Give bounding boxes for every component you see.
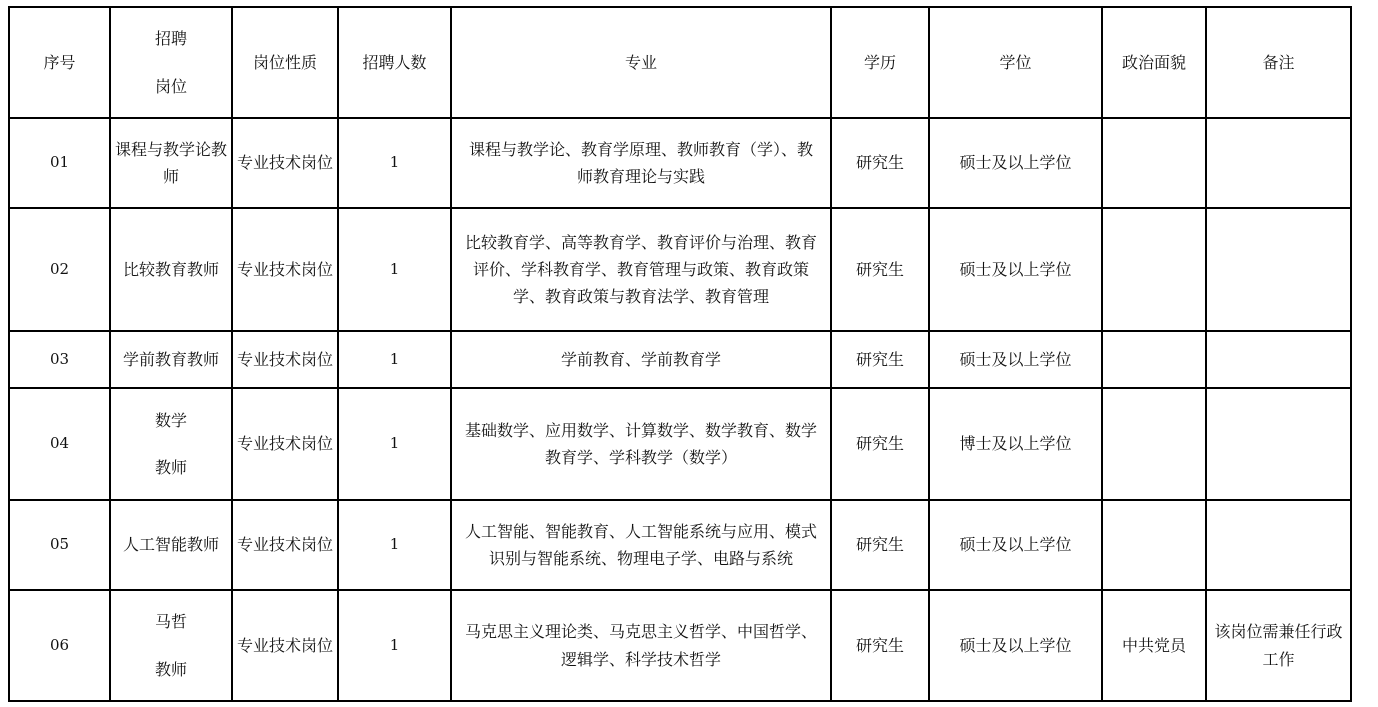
recruitment-table <box>8 6 1352 702</box>
cell-nature: 专业技术岗位 <box>232 331 338 388</box>
cell-post-line-1: 马哲 <box>154 612 187 632</box>
cell-post-line-2: 师 <box>162 167 179 186</box>
cell-remarks <box>1206 590 1351 701</box>
header-nature: 岗位性质 <box>232 7 338 118</box>
cell-seq: 03 <box>9 331 110 388</box>
cell-major-line-1: 比较教育学、高等教育学、教育评价与治理、教育 <box>464 232 817 252</box>
cell-remarks-line-1: 该岗位需兼任行政 <box>1214 622 1343 642</box>
cell-nature: 专业技术岗位 <box>232 118 338 208</box>
cell-remarks <box>1206 208 1351 331</box>
cell-major-line-1: 马克思主义理论类、马克思主义哲学、中国哲学、 <box>464 622 817 642</box>
cell-education: 研究生 <box>831 118 929 208</box>
cell-major <box>451 500 831 590</box>
table-row <box>9 500 1351 590</box>
table-row <box>9 208 1351 331</box>
cell-major-line-2: 识别与智能系统、物理电子学、电路与系统 <box>488 549 793 568</box>
cell-education: 研究生 <box>831 590 929 701</box>
cell-post-line-2: 教师 <box>154 659 187 679</box>
cell-nature: 专业技术岗位 <box>232 388 338 500</box>
cell-education: 研究生 <box>831 331 929 388</box>
header-remarks: 备注 <box>1206 7 1351 118</box>
cell-education: 研究生 <box>831 500 929 590</box>
header-degree: 学位 <box>929 7 1102 118</box>
cell-education: 研究生 <box>831 388 929 500</box>
cell-post <box>110 208 232 331</box>
cell-count: 1 <box>338 331 451 388</box>
cell-count: 1 <box>338 388 451 500</box>
header-count: 招聘人数 <box>338 7 451 118</box>
table-row <box>9 331 1351 388</box>
cell-count: 1 <box>338 208 451 331</box>
cell-major <box>451 331 831 388</box>
table-row <box>9 590 1351 701</box>
cell-degree: 硕士及以上学位 <box>929 118 1102 208</box>
header-post-line2: 岗位 <box>154 76 187 96</box>
cell-count: 1 <box>338 118 451 208</box>
cell-major <box>451 590 831 701</box>
header-seq: 序号 <box>9 7 110 118</box>
cell-post <box>110 388 232 500</box>
table-body <box>9 118 1351 701</box>
header-post <box>110 7 232 118</box>
header-political: 政治面貌 <box>1102 7 1206 118</box>
cell-seq: 02 <box>9 208 110 331</box>
cell-nature: 专业技术岗位 <box>232 590 338 701</box>
cell-seq: 06 <box>9 590 110 701</box>
cell-count: 1 <box>338 500 451 590</box>
cell-post <box>110 500 232 590</box>
cell-major-line-1: 课程与教学论、教育学原理、教师教育（学）、教 <box>468 139 813 159</box>
cell-seq: 01 <box>9 118 110 208</box>
cell-political <box>1102 118 1206 208</box>
cell-seq: 05 <box>9 500 110 590</box>
cell-remarks <box>1206 500 1351 590</box>
cell-degree: 硕士及以上学位 <box>929 500 1102 590</box>
cell-degree: 硕士及以上学位 <box>929 208 1102 331</box>
table-row <box>9 118 1351 208</box>
cell-major <box>451 118 831 208</box>
cell-major-line-2: 评价、学科教育学、教育管理与政策、教育政策 <box>472 259 809 279</box>
cell-political <box>1102 500 1206 590</box>
cell-remarks-line-2: 工作 <box>1262 649 1295 669</box>
cell-political <box>1102 208 1206 331</box>
cell-post-line-2: 教师 <box>154 458 187 477</box>
cell-nature: 专业技术岗位 <box>232 208 338 331</box>
cell-education: 研究生 <box>831 208 929 331</box>
cell-degree: 博士及以上学位 <box>929 388 1102 500</box>
cell-post-line-1: 学前教育教师 <box>122 349 219 369</box>
header-row <box>9 7 1351 118</box>
cell-post-line-1: 比较教育教师 <box>122 259 219 279</box>
cell-post-line-1: 课程与教学论教 <box>114 139 227 159</box>
cell-post-line-1: 人工智能教师 <box>122 535 219 555</box>
cell-seq: 04 <box>9 388 110 500</box>
cell-major-line-1: 学前教育、学前教育学 <box>560 349 721 369</box>
header-post-line1: 招聘 <box>154 28 187 48</box>
cell-major-line-2: 逻辑学、科学技术哲学 <box>560 649 721 669</box>
cell-political <box>1102 331 1206 388</box>
header-education: 学历 <box>831 7 929 118</box>
cell-degree: 硕士及以上学位 <box>929 590 1102 701</box>
cell-major-line-1: 基础数学、应用数学、计算数学、数学教育、数学 <box>464 420 817 440</box>
cell-remarks <box>1206 118 1351 208</box>
cell-post <box>110 590 232 701</box>
cell-post-line-1: 数学 <box>154 410 187 430</box>
cell-degree: 硕士及以上学位 <box>929 331 1102 388</box>
cell-major-line-2: 师教育理论与实践 <box>576 167 705 186</box>
cell-political: 中共党员 <box>1102 590 1206 701</box>
cell-major <box>451 388 831 500</box>
cell-political <box>1102 388 1206 500</box>
cell-remarks <box>1206 388 1351 500</box>
cell-major <box>451 208 831 331</box>
header-major: 专业 <box>451 7 831 118</box>
cell-remarks <box>1206 331 1351 388</box>
cell-post <box>110 118 232 208</box>
cell-major-line-2: 教育学、学科教学（数学） <box>544 448 737 467</box>
cell-count: 1 <box>338 590 451 701</box>
cell-post <box>110 331 232 388</box>
cell-major-line-1: 人工智能、智能教育、人工智能系统与应用、模式 <box>464 521 817 541</box>
cell-major-line-3: 学、教育政策与教育法学、教育管理 <box>512 287 769 307</box>
table-row <box>9 388 1351 500</box>
cell-nature: 专业技术岗位 <box>232 500 338 590</box>
